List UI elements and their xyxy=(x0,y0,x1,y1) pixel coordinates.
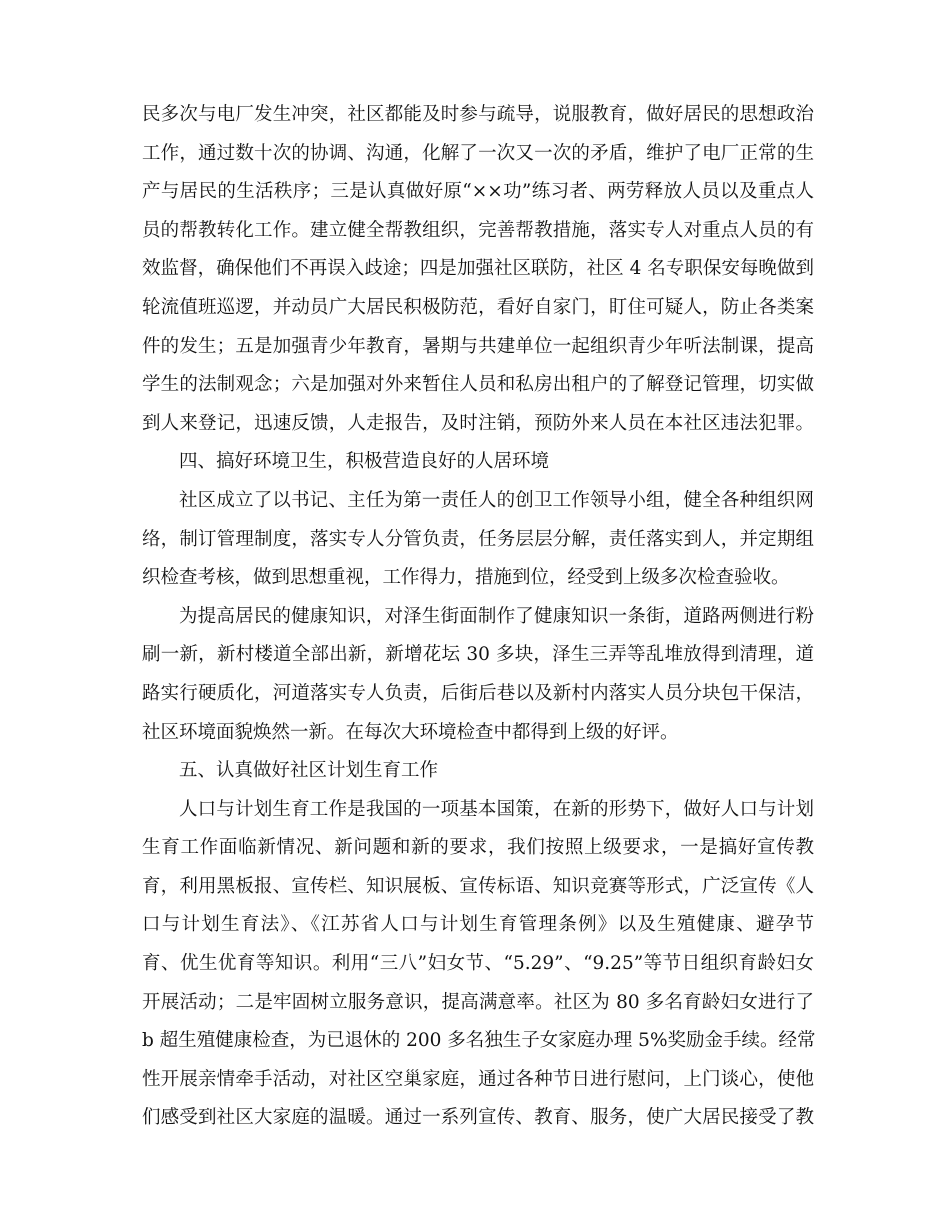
text-line: 到人来登记，迅速反馈，人走报告，及时注销，预防外来人员在本社区违法犯罪。 xyxy=(142,412,814,434)
text-line: 员的帮教转化工作。建立健全帮教组织，完善帮教措施，落实专人对重点人员的有 xyxy=(142,219,814,241)
text-line: 开展活动；二是牢固树立服务意识，提高满意率。社区为 80 多名育龄妇女进行了 xyxy=(142,991,814,1013)
text-line: 育，利用黑板报、宣传栏、知识展板、宣传标语、知识竞赛等形式，广泛宣传《人 xyxy=(142,875,814,897)
text-line: 产与居民的生活秩序；三是认真做好原“××功”练习者、两劳释放人员以及重点人 xyxy=(142,181,814,203)
text-line: 民多次与电厂发生冲突，社区都能及时参与疏导，说服教育，做好居民的思想政治 xyxy=(142,104,814,125)
text-line: 人口与计划生育工作是我国的一项基本国策，在新的形势下，做好人口与计划 xyxy=(179,798,814,820)
text-line: 轮流值班巡逻，并动员广大居民积极防范，看好自家门，盯住可疑人，防止各类案 xyxy=(142,296,814,318)
text-line: 工作，通过数十次的协调、沟通，化解了一次又一次的矛盾，维护了电厂正常的生 xyxy=(142,142,814,164)
text-line: 社区成立了以书记、主任为第一责任人的创卫工作领导小组，健全各种组织网 xyxy=(179,489,814,511)
text-line: 件的发生；五是加强青少年教育，暑期与共建单位一起组织青少年听法制课，提高 xyxy=(142,335,814,357)
text-line: 生育工作面临新情况、新问题和新的要求，我们按照上级要求，一是搞好宣传教 xyxy=(142,837,814,859)
document-page xyxy=(142,96,814,1138)
text-line: 们感受到社区大家庭的温暖。通过一系列宣传、教育、服务，使广大居民接受了教 xyxy=(142,1107,814,1129)
text-line: 路实行硬质化，河道落实专人负责，后街后巷以及新村内落实人员分块包干保洁， xyxy=(142,682,814,704)
text-line: 刷一新，新村楼道全部出新，新增花坛 30 多块，泽生三弄等乱堆放得到清理，道 xyxy=(142,644,814,666)
text-line: 学生的法制观念；六是加强对外来暂住人员和私房出租户的了解登记管理，切实做 xyxy=(142,374,814,396)
text-line: b 超生殖健康检查，为已退休的 200 多名独生子女家庭办理 5%奖励金手续。经常 xyxy=(142,1030,816,1052)
text-line: 四、搞好环境卫生，积极营造良好的人居环境 xyxy=(179,451,550,473)
document-body xyxy=(142,96,814,1138)
text-line: 织检查考核，做到思想重视，工作得力，措施到位，经受到上级多次检查验收。 xyxy=(142,567,790,589)
text-line: 性开展亲情牵手活动，对社区空巢家庭，通过各种节日进行慰问，上门谈心，使他 xyxy=(142,1068,814,1090)
text-line: 社区环境面貌焕然一新。在每次大环境检查中都得到上级的好评。 xyxy=(142,721,679,743)
text-line: 络，制订管理制度，落实专人分管负责，任务层层分解，责任落实到人，并定期组 xyxy=(142,528,814,550)
text-line: 效监督，确保他们不再误入歧途；四是加强社区联防，社区 4 名专职保安每晚做到 xyxy=(142,258,814,280)
text-line: 五、认真做好社区计划生育工作 xyxy=(179,760,439,782)
text-line: 为提高居民的健康知识，对泽生街面制作了健康知识一条街，道路两侧进行粉 xyxy=(179,605,814,627)
text-line: 口与计划生育法》、《江苏省人口与计划生育管理条例》以及生殖健康、避孕节 xyxy=(142,914,814,936)
text-line: 育、优生优育等知识。利用“三八”妇女节、“5.29”、“9.25”等节日组织育龄妇女 xyxy=(142,953,814,975)
